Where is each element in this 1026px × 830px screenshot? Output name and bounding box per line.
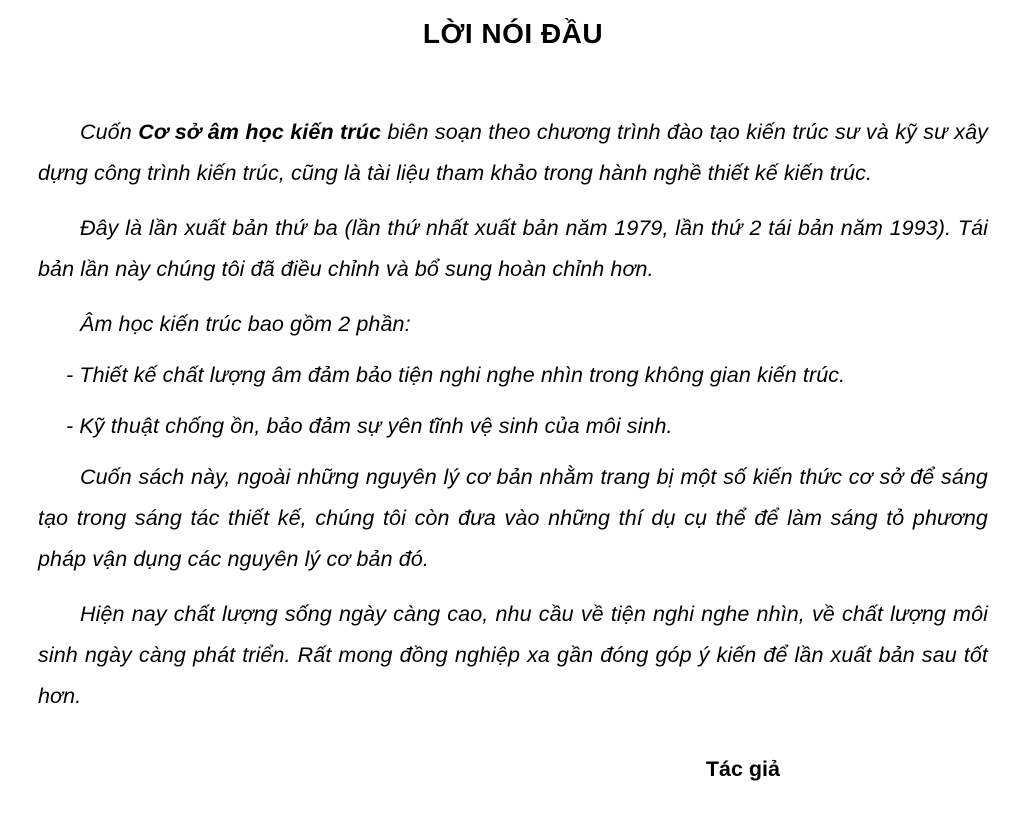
book-title-emphasis: Cơ sở âm học kiến trúc — [138, 120, 382, 144]
bullet-item-1: - Thiết kế chất lượng âm đảm bảo tiện nghi nghe nhìn trong không gian kiến trúc. — [66, 363, 846, 387]
author-signature: Tác giả — [705, 757, 780, 781]
bullet-item-2: - Kỹ thuật chống ồn, bảo đảm sự yên tĩnh vệ sinh của môi sinh. — [66, 414, 673, 438]
document-body — [38, 112, 988, 717]
paragraph-4: Cuốn sách này, ngoài những nguyên lý cơ bản nhằm trang bị một số kiến thức cơ sở để sáng tạo trong sáng tác thiết kế, chúng tôi còn đưa vào những thí dụ cụ thể để làm sáng tỏ phương pháp vận dụng các nguyên lý cơ bản đó. — [38, 465, 988, 571]
paragraph-3: Âm học kiến trúc bao gồm 2 phần: — [80, 312, 411, 336]
paragraph-2: Đây là lần xuất bản thứ ba (lần thứ nhất xuất bản năm 1979, lần thứ 2 tái bản năm 1993). Tái bản lần này chúng tôi đã điều chỉnh và bổ sung hoàn chỉnh hơn. — [38, 216, 988, 281]
paragraph-1 — [38, 112, 988, 194]
paragraph-1-rest: biên soạn theo chương trình đào tạo kiến trúc sư và kỹ sư xây dựng công trình kiến trúc, cũng là tài liệu tham khảo trong hành nghề thiết kế kiến trúc. — [38, 120, 989, 185]
paragraph-5: Hiện nay chất lượng sống ngày càng cao, nhu cầu về tiện nghi nghe nhìn, về chất lượng môi sinh ngày càng phát triển. Rất mong đồng nghiệp xa gần đóng góp ý kiến để lần xuất bản sau tốt hơn. — [38, 602, 988, 708]
paragraph-1-lead: Cuốn — [80, 120, 139, 144]
page-title: LỜI NÓI ĐẦU — [422, 18, 604, 49]
document-page — [0, 18, 1026, 830]
